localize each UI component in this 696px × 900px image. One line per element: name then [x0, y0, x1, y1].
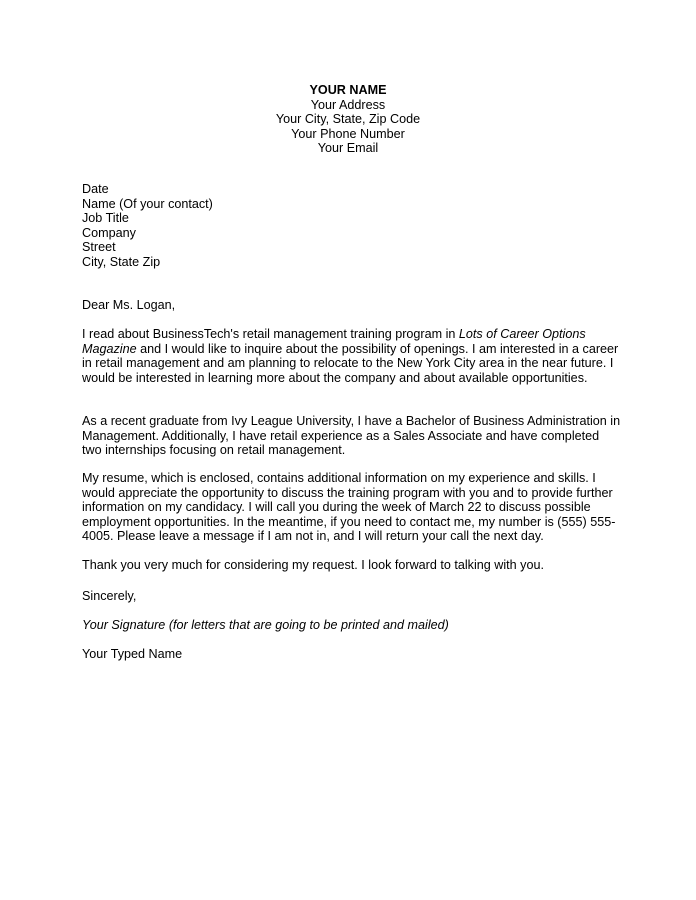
- body-paragraph-1: [82, 327, 622, 385]
- sender-name: YOUR NAME: [309, 83, 387, 97]
- recipient-block: [82, 182, 622, 269]
- body-paragraph-3: My resume, which is enclosed, contains additional information on my experience and skills. I would appreciate the opportunity to discuss the training program with you and to provide further information on my candidacy. I will call you during the week of March 22 to discuss possible employment opportunities. In the meantime, if you need to contact me, my number is (555) 555-4005. Please leave a message if I am not in, and I will return your call the next day.: [82, 471, 616, 543]
- magazine-title: Lots of Career Options Magazine: [82, 327, 586, 356]
- recipient-street: Street: [82, 240, 116, 254]
- paragraph-1-intro: I read about BusinessTech's retail management training program in: [82, 327, 459, 341]
- body-paragraph-4: Thank you very much for considering my request. I look forward to talking with you.: [82, 558, 544, 572]
- letter-date: Date: [82, 182, 109, 196]
- recipient-company: Company: [82, 225, 136, 240]
- salutation: Dear Ms. Logan,: [82, 298, 176, 312]
- sender-header: [0, 83, 696, 156]
- sender-address: Your Address: [310, 97, 386, 112]
- recipient-name: Name (Of your contact): [82, 196, 213, 211]
- sender-city-state-zip: Your City, State, Zip Code: [275, 112, 421, 126]
- sender-email: Your Email: [317, 141, 379, 155]
- sender-phone: Your Phone Number: [291, 126, 405, 141]
- recipient-job-title: Job Title: [82, 211, 129, 225]
- recipient-city-state-zip: City, State Zip: [82, 254, 161, 269]
- paragraph-1-rest: and I would like to inquire about the possibility of openings. I am interested in a career in retail management and am planning to relocate to the New York City area in the near future. I would be interested in learning more about the company and about available opportunities.: [82, 341, 619, 385]
- body-paragraph-2: As a recent graduate from Ivy League University, I have a Bachelor of Business Administration in Management. Additionally, I have retail experience as a Sales Associate and have completed two internships focusing on retail management.: [82, 414, 621, 457]
- typed-name: Your Typed Name: [82, 647, 183, 661]
- signature-line: Your Signature (for letters that are going to be printed and mailed): [82, 618, 449, 632]
- closing: Sincerely,: [82, 589, 137, 603]
